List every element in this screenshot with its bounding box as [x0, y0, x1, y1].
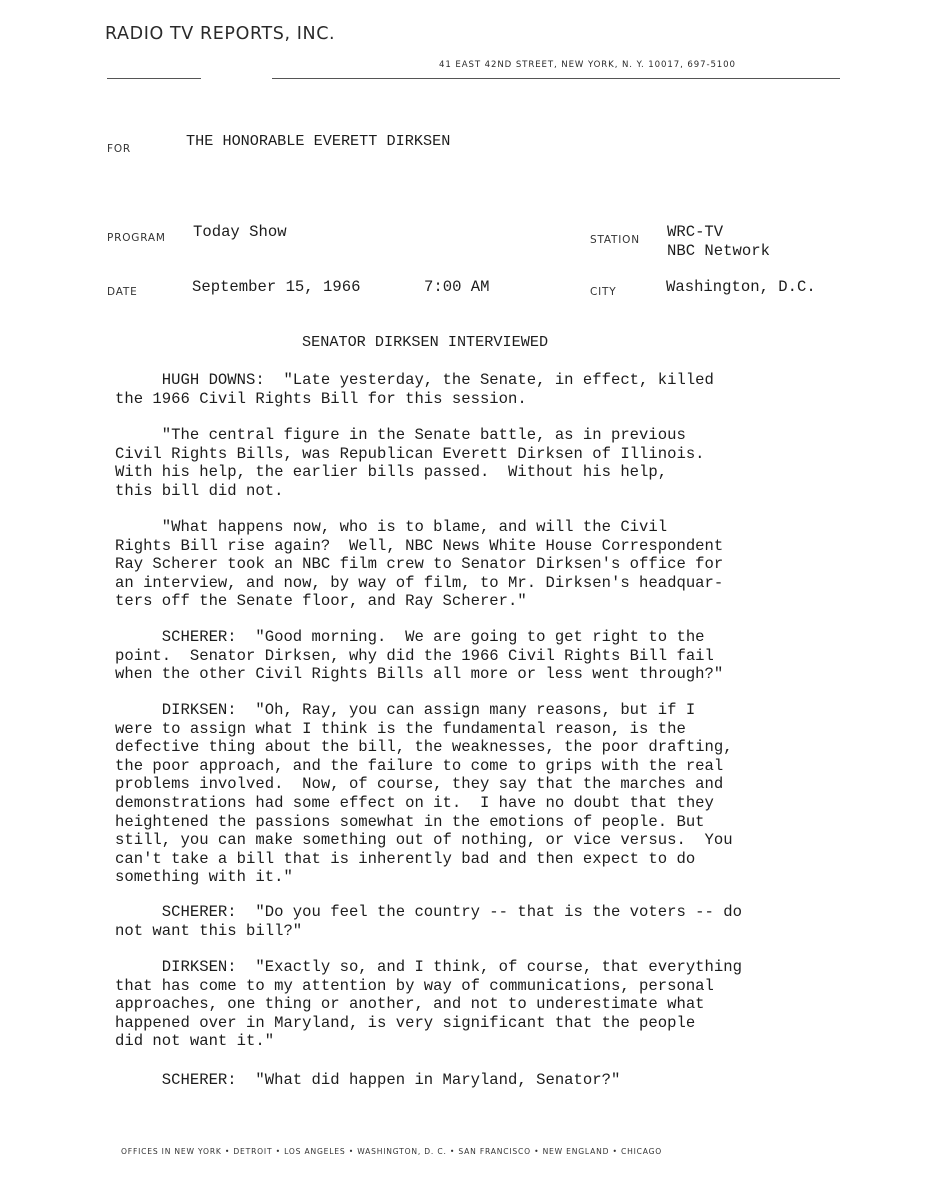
- text-line: happened over in Maryland, is very significant that the people: [115, 1013, 696, 1032]
- text-line: "The central figure in the Senate battle, as in previous: [115, 426, 686, 444]
- text-line: an interview, and now, by way of film, to Mr. Dirksen's headquar-: [115, 573, 724, 592]
- text-line: SCHERER: "What did happen in Maryland, Senator?": [115, 1071, 621, 1089]
- offices-footer: OFFICES IN NEW YORK • DETROIT • LOS ANGELES • WASHINGTON, D. C. • SAN FRANCISCO • NEW ENGLAND • CHICAGO: [121, 1147, 663, 1156]
- text-line: demonstrations had some effect on it. I have no doubt that they: [115, 793, 714, 812]
- text-line: heightened the passions somewhat in the emotions of people. But: [115, 812, 705, 831]
- text-line: problems involved. Now, of course, they say that the marches and: [115, 775, 724, 794]
- station-value-call-sign: WRC-TV: [667, 223, 724, 241]
- city-label: CITY: [590, 286, 617, 298]
- text-line: SCHERER: "Do you feel the country -- that is the voters -- do: [115, 903, 742, 921]
- paragraph-dirksen-answer-2: [115, 958, 875, 1051]
- text-line: approaches, one thing or another, and not to underestimate what: [115, 995, 705, 1014]
- city-value: Washington, D.C.: [666, 278, 816, 296]
- text-line: Civil Rights Bills, was Republican Everett Dirksen of Illinois.: [115, 444, 705, 463]
- text-line: DIRKSEN: "Exactly so, and I think, of course, that everything: [115, 958, 742, 976]
- paragraph-scherer-question-3: [115, 1071, 875, 1090]
- recipient-name: THE HONORABLE EVERETT DIRKSEN: [186, 132, 451, 150]
- program-value: Today Show: [193, 223, 287, 241]
- text-line: still, you can make something out of nothing, or vice versus. You: [115, 831, 733, 850]
- text-line: DIRKSEN: "Oh, Ray, you can assign many reasons, but if I: [115, 701, 696, 719]
- text-line: HUGH DOWNS: "Late yesterday, the Senate, in effect, killed: [115, 371, 714, 389]
- for-label: FOR: [107, 143, 131, 155]
- text-line: can't take a bill that is inherently bad and then expect to do: [115, 849, 696, 868]
- company-name: RADIO TV REPORTS, INC.: [105, 24, 336, 44]
- header-rule-left: [107, 78, 201, 79]
- paragraph-central-figure: [115, 426, 875, 500]
- text-line: Rights Bill rise again? Well, NBC News White House Correspondent: [115, 536, 724, 555]
- company-address: 41 EAST 42ND STREET, NEW YORK, N. Y. 10017, 697-5100: [439, 60, 736, 70]
- text-line: did not want it.": [115, 1032, 275, 1051]
- program-label: PROGRAM: [107, 232, 166, 244]
- text-line: ters off the Senate floor, and Ray Scherer.": [115, 592, 527, 611]
- text-line: not want this bill?": [115, 921, 303, 940]
- text-line: Ray Scherer took an NBC film crew to Senator Dirksen's office for: [115, 555, 724, 574]
- paragraph-downs-intro: [115, 371, 875, 408]
- paragraph-dirksen-answer-1: [115, 701, 875, 887]
- text-line: defective thing about the bill, the weaknesses, the poor drafting,: [115, 738, 733, 757]
- text-line: With his help, the earlier bills passed. Without his help,: [115, 463, 668, 482]
- text-line: when the other Civil Rights Bills all more or less went through?": [115, 665, 724, 684]
- station-value-network: NBC Network: [667, 242, 770, 260]
- text-line: the 1966 Civil Rights Bill for this session.: [115, 389, 527, 408]
- header-rule-right: [272, 78, 840, 79]
- transcript-title: SENATOR DIRKSEN INTERVIEWED: [302, 333, 549, 351]
- text-line: something with it.": [115, 868, 293, 887]
- text-line: "What happens now, who is to blame, and will the Civil: [115, 518, 668, 536]
- text-line: point. Senator Dirksen, why did the 1966 Civil Rights Bill fail: [115, 646, 714, 665]
- paragraph-scherer-question-2: [115, 903, 875, 940]
- paragraph-scherer-question-1: [115, 628, 875, 684]
- paragraph-what-happens: [115, 518, 875, 611]
- time-value: 7:00 AM: [424, 278, 490, 296]
- text-line: the poor approach, and the failure to come to grips with the real: [115, 756, 724, 775]
- text-line: SCHERER: "Good morning. We are going to get right to the: [115, 628, 705, 646]
- text-line: were to assign what I think is the fundamental reason, is the: [115, 719, 686, 738]
- text-line: this bill did not.: [115, 481, 284, 500]
- date-label: DATE: [107, 286, 138, 298]
- text-line: that has come to my attention by way of communications, personal: [115, 976, 714, 995]
- station-label: STATION: [590, 234, 640, 246]
- date-value: September 15, 1966: [192, 278, 361, 296]
